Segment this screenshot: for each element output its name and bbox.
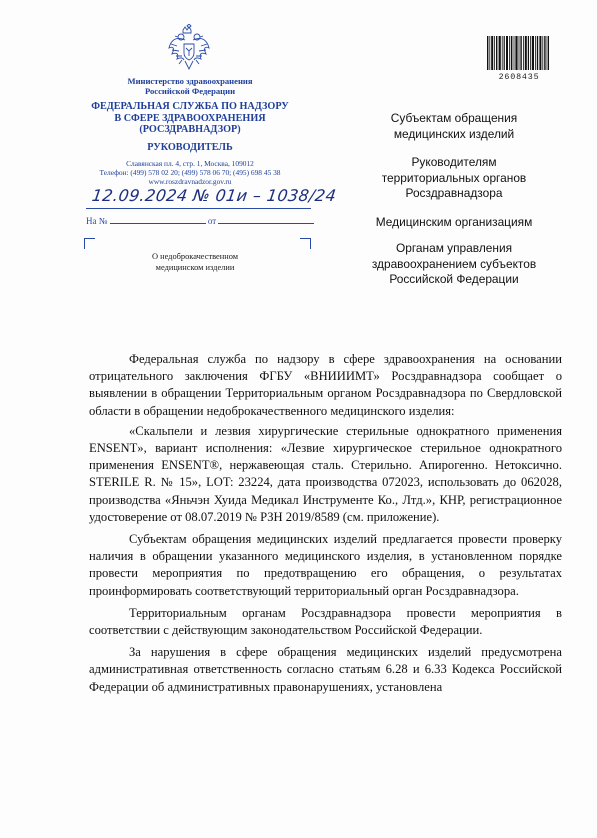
paragraph: Федеральная служба по надзору в сфере здравоохранения на основании отрицательного заключения ФГБУ «ВНИИИМТ» Росздравнадзора сообщает о выявлении в обращении Территориальным органом Росздравнадзора по Свердловской области в обращении недоброкачественного медицинского изделия: — [89, 352, 562, 418]
addressee-item: Медицинским организациям — [375, 214, 533, 229]
russian-coat-of-arms-icon — [168, 24, 210, 72]
letterhead — [70, 76, 310, 187]
outgoing-number: 12.09.2024 № 01и – 1038/24 — [90, 186, 338, 205]
paragraph: «Скальпели и лезвия хирургические стерильные однократного применения ENSENT», вариант исполнения: «Лезвие хирургическое стерильное однократного применения ENSENT®, нержавеющая сталь. Стерильно. Апирогенно. Нетоксично. STERILE R. № 15», LOT: 23224, дата производства 072023, использовать до 062028, производства «Яньчэн Хуида Медикал Инструменте Ко., Лтд.», КНР, регистрационное удостоверение от 08.07.2019 № РЗН 2019/8589 (см. приложение). — [89, 423, 562, 524]
addressees — [352, 111, 556, 301]
paragraph: Субъектам обращения медицинских изделий предлагается провести проверку наличия в обращении указанного медицинского изделия, в установленном порядке провести мероприятия по предотвращению его обращения, о результатах проинформировать соответствующий территориальный орган Росздравнадзора. — [89, 532, 562, 598]
paragraph: За нарушения в сфере обращения медицинских изделий предусмотрена административная ответственность согласно статьям 6.28 и 6.33 Кодекса Российской Федерации об административных правонарушениях, установлена — [89, 645, 562, 694]
website: www.roszdravnadzor.gov.ru — [148, 177, 232, 187]
addressee-item: Органам управления здравоохранением субъектов Российской Федерации — [371, 241, 537, 286]
paragraph: Территориальным органам Росздравнадзора провести мероприятия в соответствии с действующим законодательством Российской Федерации. — [89, 605, 562, 638]
head-title: РУКОВОДИТЕЛЬ — [147, 141, 233, 153]
addressee-item: Руководителям территориальных органов Росздравнадзора — [381, 155, 527, 200]
letter-subject: О недоброкачественном медицинском изделии — [151, 252, 239, 272]
barcode — [487, 36, 549, 70]
ot-label: от — [207, 216, 217, 226]
phone: Телефон: (499) 578 02 20; (499) 578 06 70; (495) 698 45 38 — [99, 167, 281, 177]
contact-block — [70, 159, 310, 187]
addressee-item: Субъектам обращения медицинских изделий — [390, 111, 518, 141]
na-label: На № — [86, 216, 108, 226]
corner-mark — [300, 238, 311, 249]
service-name: ФЕДЕРАЛЬНАЯ СЛУЖБА ПО НАДЗОРУ В СФЕРЕ ЗДРАВООХРАНЕНИЯ (РОСЗДРАВНАДЗОР) — [91, 101, 289, 135]
corner-mark — [84, 238, 95, 249]
address: Славянская пл. 4, стр. 1, Москва, 109012 — [126, 158, 254, 168]
incoming-reference — [86, 214, 314, 226]
ministry-name: Министерство здравоохранения Российской Федерации — [127, 76, 253, 96]
letter-body — [89, 351, 562, 696]
outgoing-registration — [86, 186, 338, 212]
barcode-number: 2608435 — [498, 72, 540, 82]
